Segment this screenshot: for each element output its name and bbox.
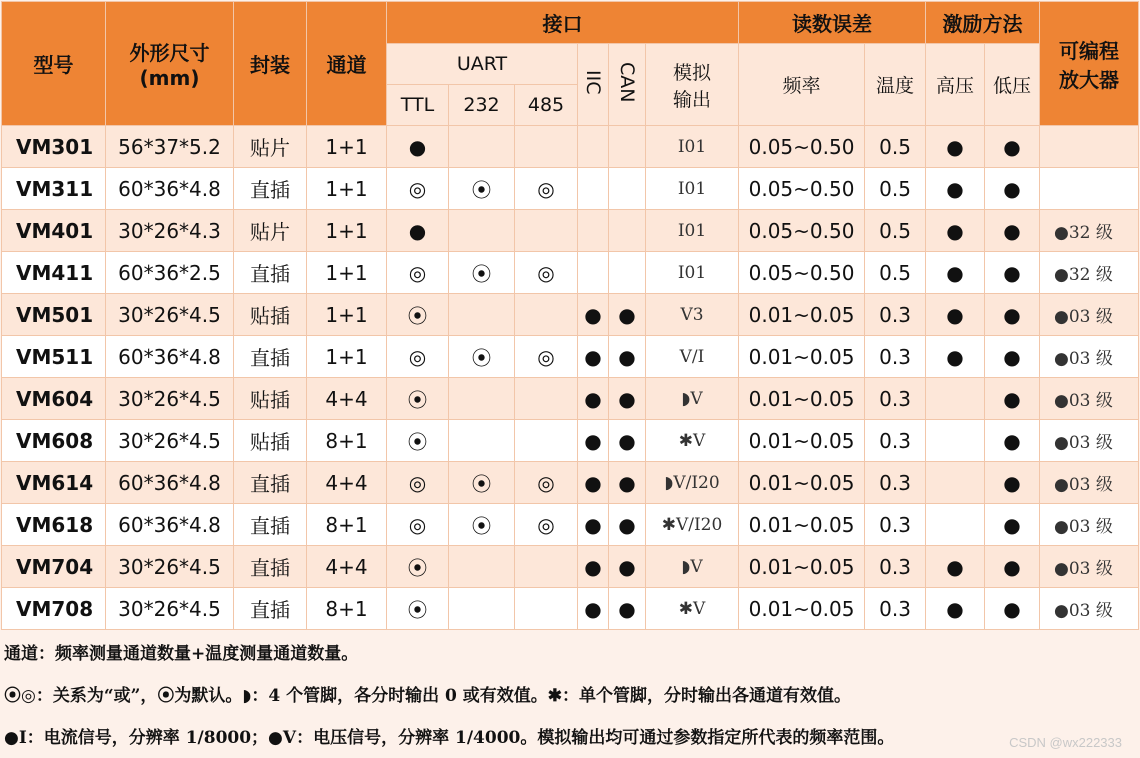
cell-pkg: 直插 bbox=[234, 462, 307, 504]
cell-ch: 8+1 bbox=[307, 420, 387, 462]
cell-can: ● bbox=[609, 504, 646, 546]
cell-u232 bbox=[449, 420, 515, 462]
cell-amp: ●03 级 bbox=[1040, 504, 1139, 546]
cell-pkg: 直插 bbox=[234, 504, 307, 546]
cell-can: ● bbox=[609, 462, 646, 504]
cell-u485 bbox=[515, 294, 578, 336]
cell-size: 60*36*4.8 bbox=[106, 336, 234, 378]
cell-u485 bbox=[515, 546, 578, 588]
cell-u485: ◎ bbox=[515, 168, 578, 210]
cell-size: 56*37*5.2 bbox=[106, 126, 234, 168]
cell-can: ● bbox=[609, 294, 646, 336]
table-row bbox=[2, 588, 1139, 630]
cell-amp: ●03 级 bbox=[1040, 336, 1139, 378]
cell-model: VM704 bbox=[2, 546, 106, 588]
cell-iic bbox=[578, 126, 609, 168]
cell-model: VM311 bbox=[2, 168, 106, 210]
cell-low: ● bbox=[985, 462, 1040, 504]
cell-ch: 4+4 bbox=[307, 546, 387, 588]
cell-size: 30*26*4.5 bbox=[106, 420, 234, 462]
cell-u232: ⦿ bbox=[449, 504, 515, 546]
spec-table bbox=[1, 1, 1139, 630]
cell-freq: 0.01~0.05 bbox=[739, 504, 865, 546]
cell-temp: 0.3 bbox=[865, 504, 926, 546]
cell-high: ● bbox=[926, 252, 985, 294]
cell-analog: I01 bbox=[646, 126, 739, 168]
header-model: 型号 bbox=[2, 2, 106, 126]
cell-ttl: ⦿ bbox=[387, 546, 449, 588]
cell-pkg: 直插 bbox=[234, 546, 307, 588]
header-interface: 接口 bbox=[387, 2, 739, 44]
table-row bbox=[2, 378, 1139, 420]
cell-u485: ◎ bbox=[515, 252, 578, 294]
header-ttl: TTL bbox=[387, 85, 449, 126]
cell-amp: ●32 级 bbox=[1040, 210, 1139, 252]
cell-analog: ◗V/I20 bbox=[646, 462, 739, 504]
cell-u232: ⦿ bbox=[449, 168, 515, 210]
header-iic: IIC bbox=[578, 44, 609, 126]
notes-area bbox=[0, 631, 1140, 758]
cell-u232 bbox=[449, 588, 515, 630]
table-body bbox=[2, 126, 1139, 630]
table-row bbox=[2, 420, 1139, 462]
cell-ttl: ● bbox=[387, 210, 449, 252]
cell-low: ● bbox=[985, 336, 1040, 378]
cell-size: 60*36*4.8 bbox=[106, 462, 234, 504]
cell-low: ● bbox=[985, 546, 1040, 588]
cell-u232 bbox=[449, 294, 515, 336]
cell-freq: 0.05~0.50 bbox=[739, 210, 865, 252]
header-485: 485 bbox=[515, 85, 578, 126]
cell-u232 bbox=[449, 546, 515, 588]
cell-model: VM401 bbox=[2, 210, 106, 252]
cell-size: 60*36*2.5 bbox=[106, 252, 234, 294]
table-row bbox=[2, 462, 1139, 504]
cell-amp: ●03 级 bbox=[1040, 588, 1139, 630]
cell-model: VM501 bbox=[2, 294, 106, 336]
cell-temp: 0.3 bbox=[865, 546, 926, 588]
cell-ttl: ◎ bbox=[387, 504, 449, 546]
header-uart: UART bbox=[387, 44, 578, 85]
cell-ttl: ◎ bbox=[387, 252, 449, 294]
table-row bbox=[2, 546, 1139, 588]
cell-pkg: 直插 bbox=[234, 336, 307, 378]
cell-ch: 8+1 bbox=[307, 588, 387, 630]
cell-temp: 0.5 bbox=[865, 210, 926, 252]
cell-can: ● bbox=[609, 588, 646, 630]
header-232: 232 bbox=[449, 85, 515, 126]
cell-u232: ⦿ bbox=[449, 252, 515, 294]
header-can: CAN bbox=[609, 44, 646, 126]
cell-freq: 0.01~0.05 bbox=[739, 546, 865, 588]
cell-freq: 0.05~0.50 bbox=[739, 168, 865, 210]
header-channel: 通道 bbox=[307, 2, 387, 126]
header-high: 高压 bbox=[926, 44, 985, 126]
table-row bbox=[2, 336, 1139, 378]
cell-iic: ● bbox=[578, 336, 609, 378]
watermark: CSDN @wx222333 bbox=[1009, 735, 1122, 750]
cell-high: ● bbox=[926, 588, 985, 630]
cell-amp: ●03 级 bbox=[1040, 546, 1139, 588]
cell-temp: 0.5 bbox=[865, 252, 926, 294]
table-header bbox=[2, 2, 1139, 126]
cell-low: ● bbox=[985, 420, 1040, 462]
cell-can: ● bbox=[609, 420, 646, 462]
cell-can bbox=[609, 168, 646, 210]
header-package: 封装 bbox=[234, 2, 307, 126]
cell-pkg: 贴插 bbox=[234, 420, 307, 462]
cell-pkg: 直插 bbox=[234, 168, 307, 210]
cell-temp: 0.3 bbox=[865, 462, 926, 504]
note-symbols: ⦿◎：关系为“或”，⦿为默认。◗：4 个管脚，各分时输出 0 或有效值。✱：单个管脚，分时输出各通道有效值。 bbox=[4, 686, 852, 706]
cell-analog: I01 bbox=[646, 210, 739, 252]
cell-iic: ● bbox=[578, 546, 609, 588]
cell-high bbox=[926, 420, 985, 462]
cell-ttl: ⦿ bbox=[387, 420, 449, 462]
cell-model: VM511 bbox=[2, 336, 106, 378]
cell-low: ● bbox=[985, 504, 1040, 546]
cell-model: VM608 bbox=[2, 420, 106, 462]
cell-low: ● bbox=[985, 588, 1040, 630]
cell-ttl: ◎ bbox=[387, 462, 449, 504]
cell-iic bbox=[578, 210, 609, 252]
cell-freq: 0.05~0.50 bbox=[739, 126, 865, 168]
cell-high: ● bbox=[926, 294, 985, 336]
cell-high bbox=[926, 378, 985, 420]
cell-low: ● bbox=[985, 378, 1040, 420]
cell-ch: 4+4 bbox=[307, 462, 387, 504]
cell-ttl: ● bbox=[387, 126, 449, 168]
cell-amp bbox=[1040, 168, 1139, 210]
cell-ttl: ⦿ bbox=[387, 294, 449, 336]
cell-ch: 1+1 bbox=[307, 210, 387, 252]
cell-low: ● bbox=[985, 252, 1040, 294]
cell-freq: 0.01~0.05 bbox=[739, 336, 865, 378]
cell-high bbox=[926, 504, 985, 546]
cell-can: ● bbox=[609, 378, 646, 420]
cell-ch: 1+1 bbox=[307, 294, 387, 336]
cell-low: ● bbox=[985, 168, 1040, 210]
header-error: 读数误差 bbox=[739, 2, 926, 44]
header-low: 低压 bbox=[985, 44, 1040, 126]
table-row bbox=[2, 126, 1139, 168]
cell-can: ● bbox=[609, 336, 646, 378]
cell-can bbox=[609, 252, 646, 294]
cell-u485 bbox=[515, 420, 578, 462]
cell-iic: ● bbox=[578, 504, 609, 546]
cell-model: VM301 bbox=[2, 126, 106, 168]
cell-can: ● bbox=[609, 546, 646, 588]
cell-analog: ✱V bbox=[646, 420, 739, 462]
cell-u232: ⦿ bbox=[449, 462, 515, 504]
table-row bbox=[2, 210, 1139, 252]
cell-high: ● bbox=[926, 210, 985, 252]
cell-freq: 0.01~0.05 bbox=[739, 420, 865, 462]
cell-ttl: ⦿ bbox=[387, 588, 449, 630]
cell-u232 bbox=[449, 210, 515, 252]
cell-temp: 0.5 bbox=[865, 168, 926, 210]
cell-ch: 4+4 bbox=[307, 378, 387, 420]
cell-iic: ● bbox=[578, 462, 609, 504]
cell-amp: ●03 级 bbox=[1040, 294, 1139, 336]
note-analog: ●I：电流信号，分辨率 1/8000；●V：电压信号，分辨率 1/4000。模拟输出均可通过参数指定所代表的频率范围。 bbox=[4, 728, 895, 748]
cell-high: ● bbox=[926, 336, 985, 378]
cell-u485 bbox=[515, 126, 578, 168]
cell-high bbox=[926, 462, 985, 504]
cell-ch: 8+1 bbox=[307, 504, 387, 546]
cell-pkg: 贴插 bbox=[234, 294, 307, 336]
cell-model: VM604 bbox=[2, 378, 106, 420]
cell-u485 bbox=[515, 210, 578, 252]
cell-pkg: 贴片 bbox=[234, 210, 307, 252]
cell-freq: 0.01~0.05 bbox=[739, 294, 865, 336]
cell-ch: 1+1 bbox=[307, 126, 387, 168]
cell-size: 60*36*4.8 bbox=[106, 168, 234, 210]
cell-low: ● bbox=[985, 294, 1040, 336]
cell-amp: ●03 级 bbox=[1040, 378, 1139, 420]
cell-u232 bbox=[449, 378, 515, 420]
cell-temp: 0.3 bbox=[865, 378, 926, 420]
cell-ttl: ◎ bbox=[387, 168, 449, 210]
cell-size: 30*26*4.5 bbox=[106, 294, 234, 336]
cell-iic: ● bbox=[578, 420, 609, 462]
cell-can bbox=[609, 210, 646, 252]
cell-freq: 0.05~0.50 bbox=[739, 252, 865, 294]
cell-iic: ● bbox=[578, 588, 609, 630]
cell-temp: 0.3 bbox=[865, 336, 926, 378]
cell-iic: ● bbox=[578, 378, 609, 420]
cell-high: ● bbox=[926, 126, 985, 168]
cell-analog: ✱V bbox=[646, 588, 739, 630]
cell-high: ● bbox=[926, 168, 985, 210]
cell-u485: ◎ bbox=[515, 462, 578, 504]
cell-pkg: 贴片 bbox=[234, 126, 307, 168]
cell-u232 bbox=[449, 126, 515, 168]
note-channel: 通道：频率测量通道数量+温度测量通道数量。 bbox=[4, 644, 359, 664]
cell-iic: ● bbox=[578, 294, 609, 336]
cell-amp: ●03 级 bbox=[1040, 462, 1139, 504]
cell-freq: 0.01~0.05 bbox=[739, 462, 865, 504]
cell-size: 60*36*4.8 bbox=[106, 504, 234, 546]
cell-amp: ●32 级 bbox=[1040, 252, 1139, 294]
cell-pkg: 直插 bbox=[234, 588, 307, 630]
cell-temp: 0.3 bbox=[865, 420, 926, 462]
cell-iic bbox=[578, 168, 609, 210]
cell-model: VM411 bbox=[2, 252, 106, 294]
cell-amp: ●03 级 bbox=[1040, 420, 1139, 462]
cell-analog: ◗V bbox=[646, 378, 739, 420]
cell-size: 30*26*4.5 bbox=[106, 378, 234, 420]
header-size: 外形尺寸 (mm) bbox=[106, 2, 234, 126]
cell-analog: ◗V bbox=[646, 546, 739, 588]
cell-u485: ◎ bbox=[515, 336, 578, 378]
cell-model: VM618 bbox=[2, 504, 106, 546]
cell-pkg: 贴插 bbox=[234, 378, 307, 420]
cell-amp bbox=[1040, 126, 1139, 168]
cell-temp: 0.3 bbox=[865, 588, 926, 630]
cell-ttl: ◎ bbox=[387, 336, 449, 378]
table-row bbox=[2, 168, 1139, 210]
cell-iic bbox=[578, 252, 609, 294]
cell-ch: 1+1 bbox=[307, 336, 387, 378]
cell-ch: 1+1 bbox=[307, 252, 387, 294]
cell-freq: 0.01~0.05 bbox=[739, 588, 865, 630]
header-amplifier: 可编程 放大器 bbox=[1040, 2, 1139, 126]
cell-u485 bbox=[515, 588, 578, 630]
cell-low: ● bbox=[985, 126, 1040, 168]
cell-analog: I01 bbox=[646, 168, 739, 210]
cell-model: VM614 bbox=[2, 462, 106, 504]
cell-u485 bbox=[515, 378, 578, 420]
table-row bbox=[2, 252, 1139, 294]
cell-temp: 0.3 bbox=[865, 294, 926, 336]
header-temp: 温度 bbox=[865, 44, 926, 126]
cell-size: 30*26*4.5 bbox=[106, 588, 234, 630]
cell-ttl: ⦿ bbox=[387, 378, 449, 420]
cell-low: ● bbox=[985, 210, 1040, 252]
table-row bbox=[2, 504, 1139, 546]
cell-analog: V/I bbox=[646, 336, 739, 378]
cell-size: 30*26*4.5 bbox=[106, 546, 234, 588]
cell-analog: ✱V/I20 bbox=[646, 504, 739, 546]
table-row bbox=[2, 294, 1139, 336]
header-analog: 模拟 输出 bbox=[646, 44, 739, 126]
cell-freq: 0.01~0.05 bbox=[739, 378, 865, 420]
cell-u232: ⦿ bbox=[449, 336, 515, 378]
cell-high: ● bbox=[926, 546, 985, 588]
cell-analog: I01 bbox=[646, 252, 739, 294]
cell-analog: V3 bbox=[646, 294, 739, 336]
header-excite: 激励方法 bbox=[926, 2, 1040, 44]
cell-pkg: 直插 bbox=[234, 252, 307, 294]
header-freq: 频率 bbox=[739, 44, 865, 126]
cell-temp: 0.5 bbox=[865, 126, 926, 168]
cell-size: 30*26*4.3 bbox=[106, 210, 234, 252]
cell-ch: 1+1 bbox=[307, 168, 387, 210]
cell-model: VM708 bbox=[2, 588, 106, 630]
cell-can bbox=[609, 126, 646, 168]
cell-u485: ◎ bbox=[515, 504, 578, 546]
